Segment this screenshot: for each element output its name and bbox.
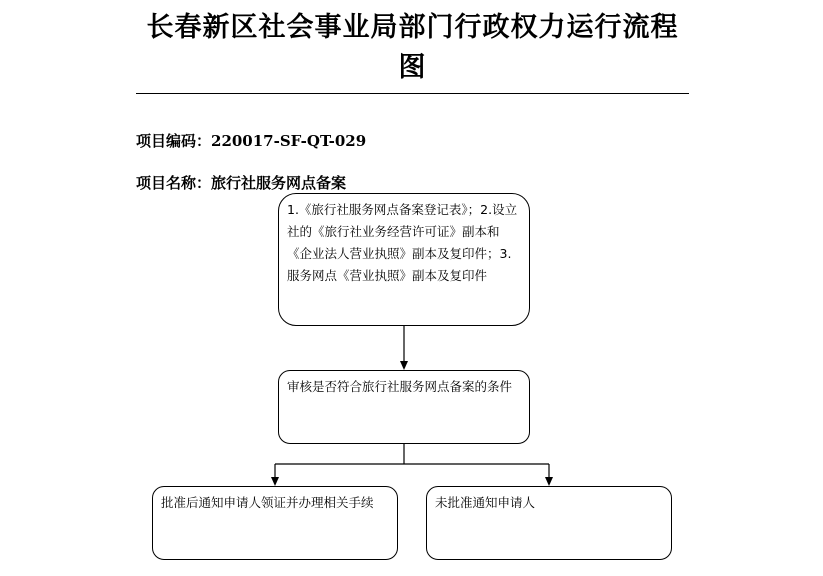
page-title: 长春新区社会事业局部门行政权力运行流程图 [146,12,679,83]
approve-box: 批准后通知申请人领证并办理相关手续 [152,486,398,560]
materials-box: 1.《旅行社服务网点备案登记表》；2.设立社的《旅行社业务经营许可证》副本和《企业法人营业执照》副本及复印件；3.服务网点《营业执照》副本及复印件 [278,193,530,326]
project-name: 项目名称：旅行社服务网点备案 [136,174,347,192]
review-box: 审核是否符合旅行社服务网点备案的条件 [278,370,530,444]
arrowhead-approve [271,477,279,486]
reject-box: 未批准通知申请人 [426,486,672,560]
project-code: 项目编码：220017-SF-QT-029 [136,132,367,150]
arrowhead-review [400,361,408,370]
arrowhead-reject [545,477,553,486]
